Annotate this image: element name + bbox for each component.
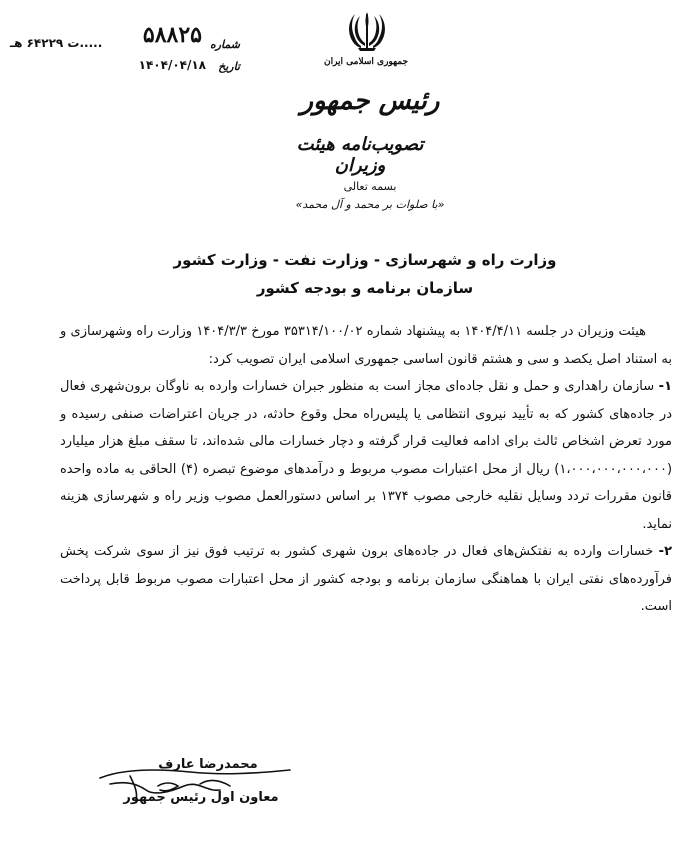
- signatory-name: محمدرضا عارف: [158, 757, 258, 772]
- reference-date-label: تاریخ: [218, 60, 240, 73]
- clause-2-text: خسارات وارده به نفتکش‌های فعال در جاده‌های برون شهری کشور به ترتیب فوق نیز از سوی شرکت پخش فرآورده‌های نفتی ایران با هماهنگی سازمان برنامه و بودجه کشور از محل اعتبارات مصوب مربوط قابل پرداخت است.: [60, 544, 672, 614]
- reference-number-label: شماره: [209, 38, 240, 51]
- reference-date-row: [10, 58, 240, 80]
- reference-number-value: ۵۸۸۲۵: [142, 22, 202, 48]
- clause-1-text: سازمان راهداری و حمل و نقل جاده‌ای مجاز است به منظور جبران خسارات وارده به ناوگان برون‌شهری فعال در جاده‌های کشور که به تأیید نیروی انتظامی یا پلیس‌راه محل وقوع حادثه، در جریان اعتراضات صنفی رسیده و مورد تعرض اشخاص ثالث برای ادامه فعالیت قرار گرفته و دچار خسارات مالی شده‌اند، تا سقف مبلغ هزار میلیارد (۱،۰۰۰،۰۰۰،۰۰۰،۰۰۰) ریال از محل اعتبارات مصوب مربوط و درآمدهای موضوع تبصره (۴) الحاقی به ماده واحده قانون مقررات تردد وسایل نقلیه خارجی مصوب ۱۳۷۴ بر اساس دستورالعمل مصوب وزیر راه و شهرسازی هزینه نماید.: [60, 379, 673, 532]
- clause-2-number: ۲-: [658, 544, 672, 559]
- signatory-title: معاون اول رئیس جمهور: [123, 790, 279, 805]
- reference-code: .....ت ۶۴۲۲۹ هـ: [10, 36, 103, 50]
- addressee-line-1: وزارت راه و شهرسازی - وزارت نفت - وزارت کشور: [173, 251, 557, 269]
- emblem-of-iran-icon: [344, 8, 390, 54]
- reference-block: [10, 22, 240, 80]
- republic-title: جمهوری اسلامی ایران: [323, 57, 409, 67]
- intro-paragraph: هیئت وزیران در جلسه ۱۴۰۴/۴/۱۱ به پیشنهاد شماره ۳۵۳۱۴/۱۰۰/۰۲ مورخ ۱۴۰۴/۳/۳ وزارت راه وشهرسازی و به استناد اصل یکصد و سی و هشتم قانون اساسی جمهوری اسلامی ایران تصویب کرد:: [60, 324, 672, 367]
- clause-1-number: ۱-: [658, 379, 672, 394]
- bism-line: بسمه تعالی: [343, 180, 397, 193]
- reference-date-value: ۱۴۰۴/۰۴/۱۸: [138, 58, 206, 72]
- addressees: [150, 246, 580, 302]
- salawat-line: «با صلوات بر محمد و آل محمد»: [295, 198, 445, 211]
- decree-body: [60, 318, 672, 621]
- president-title: رئیس جمهور: [300, 86, 440, 116]
- reference-number-row: [10, 22, 240, 58]
- approval-title: تصویب‌نامه هیئت وزیران: [296, 134, 424, 176]
- addressee-line-2: سازمان برنامه و بودجه کشور: [256, 279, 474, 297]
- clause-1: [60, 373, 672, 538]
- clause-2: [60, 538, 672, 621]
